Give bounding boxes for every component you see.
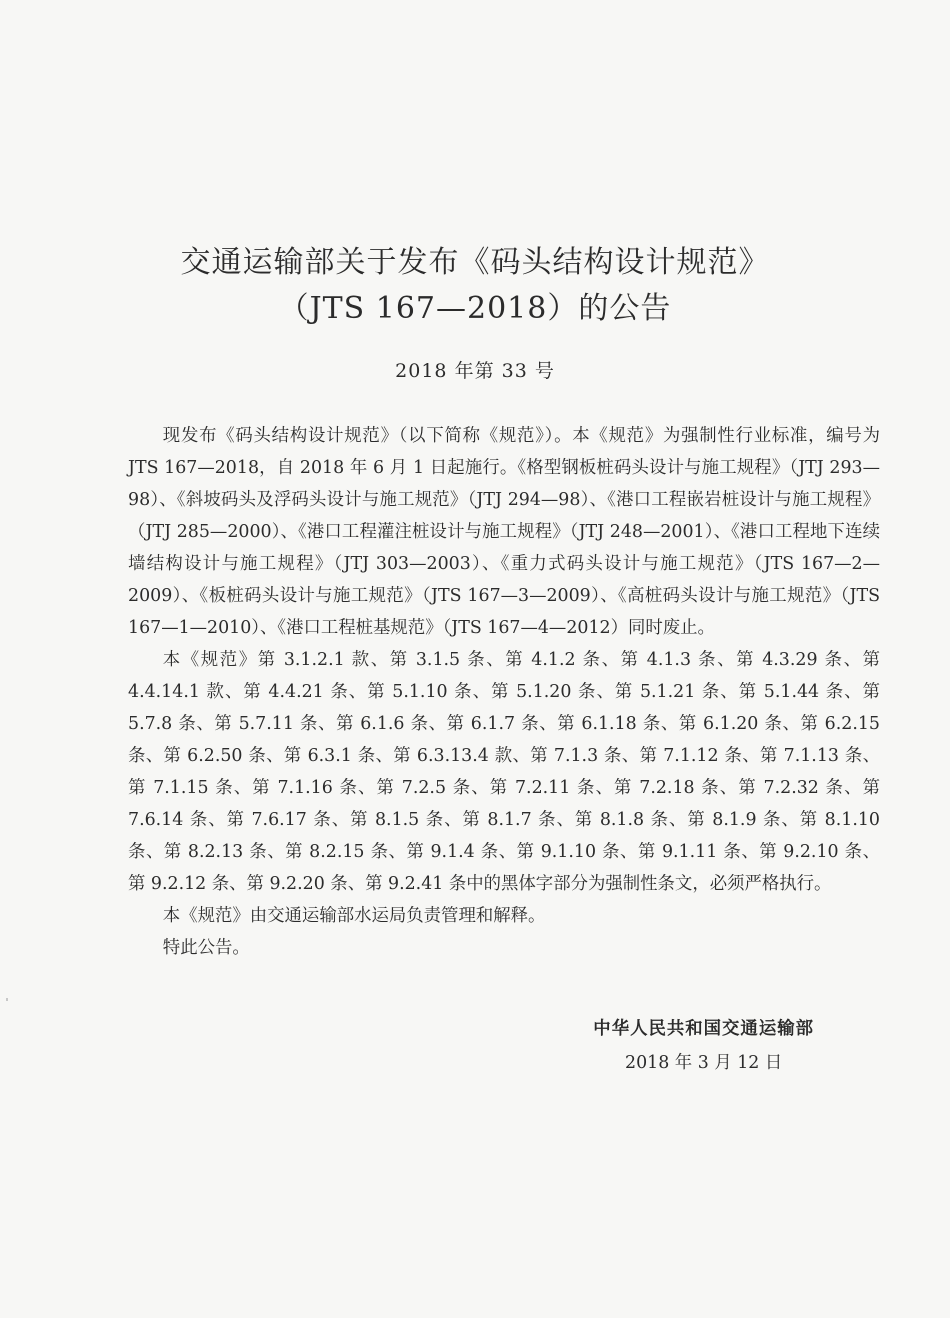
- issuing-organization: 中华人民共和国交通运输部: [593, 1019, 814, 1039]
- page-title: [0, 240, 950, 332]
- announcement-body: [128, 420, 880, 964]
- scan-artifact: [6, 998, 8, 1001]
- title-line-1: 交通运输部关于发布《码头结构设计规范》: [180, 245, 770, 280]
- paragraph-publication: 现发布《码头结构设计规范》（以下简称《规范》）。本《规范》为强制性行业标准，编号为 JTS 167—2018，自 2018 年 6 月 1 日起施行。《格型钢板桩码头设计与施工规程》（JTJ 293—98）、《斜坡码头及浮码头设计与施工规范》（JTJ 294—98）、《港口工程嵌岩桩设计与施工规程》（JTJ 285—2000）、《港口工程灌注桩设计与施工规程》（JTJ 248—2001）、《港口工程地下连续墙结构设计与施工规程》（JTJ 303—2003）、《重力式码头设计与施工规范》（JTS 167—2—2009）、《板桩码头设计与施工规范》（JTS 167—3—2009）、《高桩码头设计与施工规范》（JTS 167—1—2010）、《港口工程桩基规范》（JTS 167—4—2012）同时废止。: [128, 426, 880, 638]
- issue-date: 2018 年 3 月 12 日: [625, 1053, 783, 1073]
- issue-number: 2018 年第 33 号: [395, 360, 555, 382]
- paragraph-management: 本《规范》由交通运输部水运局负责管理和解释。: [162, 906, 546, 926]
- signature-block: [593, 1012, 814, 1080]
- paragraph-closing: 特此公告。: [162, 938, 250, 958]
- paragraph-mandatory-clauses: 本《规范》第 3.1.2.1 款、第 3.1.5 条、第 4.1.2 条、第 4.1.3 条、第 4.3.29 条、第 4.4.14.1 款、第 4.4.21 条、第 5.1.10 条、第 5.1.20 条、第 5.1.21 条、第 5.1.44 条、第 5.7.8 条、第 5.7.11 条、第 6.1.6 条、第 6.1.7 条、第 6.1.18 条、第 6.1.20 条、第 6.2.15 条、第 6.2.50 条、第 6.3.1 条、第 6.3.13.4 款、第 7.1.3 条、第 7.1.12 条、第 7.1.13 条、第 7.1.15 条、第 7.1.16 条、第 7.2.5 条、第 7.2.11 条、第 7.2.18 条、第 7.2.32 条、第 7.6.14 条、第 7.6.17 条、第 8.1.5 条、第 8.1.7 条、第 8.1.8 条、第 8.1.9 条、第 8.1.10 条、第 8.2.13 条、第 8.2.15 条、第 9.1.4 条、第 9.1.10 条、第 9.1.11 条、第 9.2.10 条、第 9.2.12 条、第 9.2.20 条、第 9.2.41 条中的黑体字部分为强制性条文，必须严格执行。: [128, 650, 880, 894]
- title-line-2: （JTS 167—2018）的公告: [278, 291, 672, 326]
